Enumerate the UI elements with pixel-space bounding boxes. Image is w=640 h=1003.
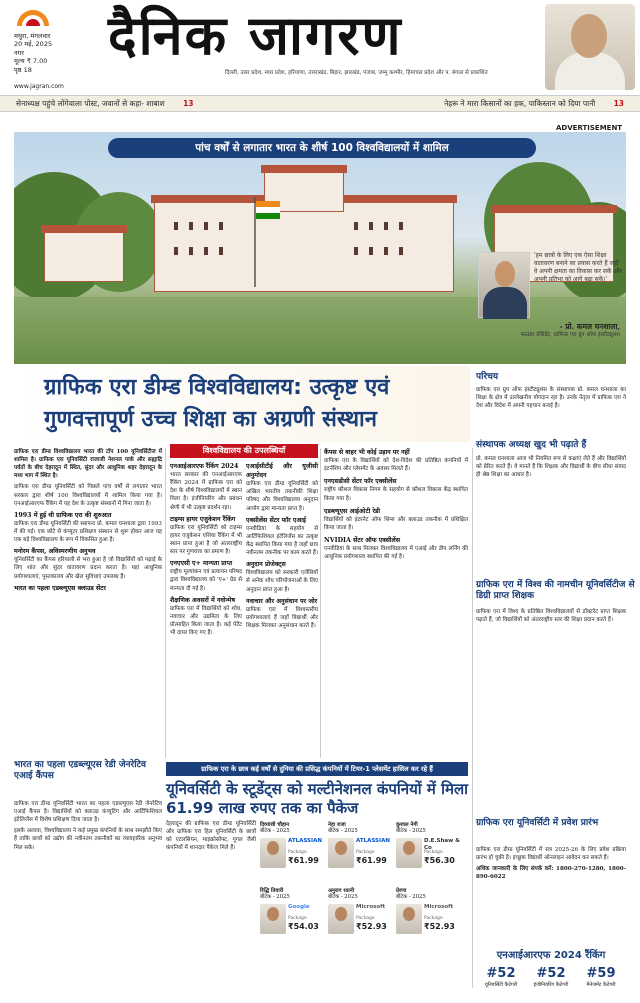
package-label: Package: [356, 850, 375, 855]
middle-head: एआईसीटीई और यूजीसी अनुमोदन: [246, 463, 318, 480]
student-name: प्रेरणा: [396, 888, 407, 894]
student-course: बीटेक - 2025: [396, 828, 426, 835]
achievement-text: भारत सरकार की एनआईआरएफ रैंकिंग 2024 में ग्राफिक एरा को देश के शीर्ष विश्वविद्यालयों में स्थान मिला है। इंजीनियरिंग और प्रबंधन श्रेणी में भी उत्कृष्ट प्रदर्शन रहा।: [170, 472, 242, 511]
package-amount: ₹54.03: [288, 922, 319, 931]
about-text: ग्राफिक एरा ग्रुप ऑफ इंस्टीट्यूशंस के संस्थापक प्रो. कमल घनशाला का शिक्षा के क्षेत्र में उल्लेखनीय योगदान रहा है। उनके नेतृत्व में ग्राफिक एरा ने देश और विदेश में अपनी पहचान बनाई है।: [476, 387, 626, 410]
company-logo: Microsoft: [424, 904, 454, 910]
ticker-left[interactable]: सेनाध्यक्ष पहुंचे लोंगेवाला पोस्ट, जवानों से कहा- शाबाश 13: [16, 98, 194, 108]
achievement-head: एनआईआरएफ रैंकिंग 2024: [170, 463, 239, 470]
feature-text: राष्ट्रीय कौशल विकास निगम के सहयोग से कौशल विकास केंद्र स्थापित किया गया है।: [324, 487, 468, 502]
student-card: [396, 822, 462, 882]
global-faculty-text: ग्राफिक एरा में विश्व के प्रतिष्ठित विश्वविद्यालयों से डॉक्टरेट प्राप्त शिक्षक पढ़ाते हैं, जो विद्यार्थियों को अंतरराष्ट्रीय स्तर की शिक्षा प्रदान करते हैं।: [476, 609, 626, 624]
intro-column: [14, 448, 162, 593]
flag-icon: [252, 197, 282, 287]
package-amount: ₹52.93: [424, 922, 455, 931]
package-amount: ₹61.99: [288, 856, 319, 865]
main-headline: ग्राफिक एरा डीम्ड विश्वविद्यालय: उत्कृष्ट एवं गुणवत्तापूर्ण उच्च शिक्षा का अग्रणी संस्थान: [44, 375, 390, 432]
headline-box: [14, 366, 470, 442]
middle-head: अनुदान प्रोजेक्ट्स: [246, 561, 286, 569]
placement-text: देहरादून की ग्राफिक एरा डीम्ड यूनिवर्सिटी और ग्राफिक एरा हिल यूनिवर्सिटी के छात्रों को एटलसियन, माइक्रोसॉफ्ट, गूगल जैसी कंपनियों में शानदार पैकेज मिले हैं।: [166, 821, 256, 852]
masthead-edition: नगर: [14, 48, 24, 57]
student-course: बीटेक - 2025: [260, 894, 290, 901]
intro-body-2: ग्राफिक एरा डीम्ड यूनिवर्सिटी की स्थापना प्रो. कमल घनशाला द्वारा 1993 में की गई। एक छोटे से कंप्यूटर प्रशिक्षण संस्थान से शुरू होकर आज यह एक बड़े विश्वविद्यालय के रूप में विकसित हुआ है।: [14, 520, 162, 544]
student-card: [260, 888, 326, 948]
student-course: बीटेक - 2025: [396, 894, 426, 901]
package-label: Package: [424, 850, 443, 855]
student-card: [260, 822, 326, 882]
package-amount: ₹61.99: [356, 856, 387, 865]
masthead-date: 20 मई, 2025: [14, 40, 53, 49]
feature-text: ग्राफिक एरा के विद्यार्थियों को देश-विदेश की प्रतिष्ठित कंपनियों में इंटर्नशिप और प्लेसमेंट के अवसर मिलते हैं।: [324, 458, 468, 473]
company-logo: D.E.Shaw & Co: [424, 838, 460, 851]
company-logo: Microsoft: [356, 904, 386, 910]
student-photo: [328, 838, 354, 868]
founder-teaches-title: संस्थापक अध्यक्ष खुद भी पढ़ाते हैं: [476, 440, 587, 450]
package-label: Package: [424, 916, 443, 921]
newspaper-title: दैनिक जागरण: [108, 3, 403, 67]
student-course: बीटेक - 2025: [328, 894, 358, 901]
masthead-pages: पृष्ठ 18: [14, 65, 32, 74]
student-photo: [260, 904, 286, 934]
rankings-title: एनआईआरएफ 2024 रैंकिंग: [496, 950, 606, 961]
company-logo: ATLASSIAN: [288, 838, 322, 844]
about-title: परिचय: [476, 372, 499, 382]
student-card: [396, 888, 462, 948]
admission-text: [476, 846, 626, 881]
intro-body-5: इसके अलावा, विश्वविद्यालय ने कई प्रमुख कंपनियों के साथ समझौते किए हैं ताकि छात्रों को उद्योग की नवीनतम तकनीकों का व्यावहारिक अनुभव मिल सके।: [14, 828, 162, 851]
intro-body-1: ग्राफिक एरा डीम्ड यूनिवर्सिटी को पिछले पांच वर्षों से लगातार भारत सरकार द्वारा शीर्ष 100 विश्वविद्यालयों में शामिल किया गया है। एनआईआरएफ रैंकिंग में यह देश के उत्कृष्ट संस्थानों में गिना जाता है।: [14, 484, 162, 507]
jagran-flame-logo-icon: [14, 6, 52, 28]
advertisement-label: ADVERTISEMENT: [556, 124, 623, 132]
student-photo: [396, 838, 422, 868]
package-amount: ₹52.93: [356, 922, 387, 931]
achievement-head: शैक्षणिक अवसरों में नवोन्मेष: [170, 596, 235, 604]
founder-photo: [478, 252, 530, 318]
student-name: अनुराग ध्यानी: [328, 888, 355, 894]
ranking-label: यूनिवर्सिटी कैटेगरी: [484, 982, 518, 989]
intro-body-4: ग्राफिक एरा डीम्ड यूनिवर्सिटी भारत का पहला एडब्ल्यूएस रेडी जेनरेटिव एआई कैंपस है। विद्यार्थियों को क्लाउड कंप्यूटिंग और आर्टिफिशियल इंटेलिजेंस में विशेष प्रशिक्षण दिया जाता है।: [14, 801, 162, 824]
student-photo: [260, 838, 286, 868]
ranking-number: #59: [586, 966, 616, 981]
student-course: बीटेक - 2025: [328, 828, 358, 835]
intro-subhead-3: भारत का पहला एडब्ल्यूएस क्लाउड सेंटर: [14, 584, 106, 592]
achievements-heading: विश्वविद्यालय की उपलब्धियाँ: [170, 444, 318, 458]
website-link[interactable]: www.jagran.com: [14, 83, 64, 90]
achievement-text: ग्राफिक एरा यूनिवर्सिटी को टाइम्स हायर एजुकेशन एशिया रैंकिंग में भी स्थान प्राप्त हुआ है जो अंतरराष्ट्रीय स्तर पर गुणवत्ता का प्रमाण है।: [170, 524, 242, 556]
masthead-portrait: [545, 4, 635, 90]
achievements-col-1: [170, 462, 242, 637]
middle-text: ग्राफिक एरा डीम्ड यूनिवर्सिटी को अखिल भारतीय तकनीकी शिक्षा परिषद और विश्वविद्यालय अनुदान आयोग द्वारा मान्यता प्राप्त है।: [246, 481, 318, 512]
editions-line: दिल्ली, उत्तर प्रदेश, मध्य प्रदेश, हरियाणा, उत्तराखंड, बिहार, झारखंड, पंजाब, जम्मू कश्मीर, हिमाचल प्रदेश और प. बंगाल से प्रकाशित: [225, 70, 488, 76]
company-logo: Google: [288, 904, 310, 910]
founder-teaches-text: प्रो. कमल घनशाला आज भी नियमित रूप से कक्षाएं लेते हैं और विद्यार्थियों को प्रेरित करते हैं। वे मानते हैं कि शिक्षक और विद्यार्थी के बीच सीधा संवाद ही श्रेष्ठ शिक्षा का आधार है।: [476, 456, 626, 479]
student-name: नेहा राजा: [328, 822, 346, 828]
ranking-number: #52: [536, 966, 566, 981]
admission-title: ग्राफिक एरा यूनिवर्सिटी में प्रवेश प्रारंभ: [476, 818, 599, 828]
package-label: Package: [288, 850, 307, 855]
package-amount: ₹56.30: [424, 856, 455, 865]
cloud-box: [14, 760, 162, 796]
founder-name: - प्रो. कमल घनशाला,: [559, 322, 620, 331]
student-name: दिव्यांशी चौहान: [260, 822, 290, 828]
achievement-text: राष्ट्रीय मूल्यांकन एवं प्रत्यायन परिषद द्वारा विश्वविद्यालय को 'ए+' ग्रेड से मान्यता दी गई है।: [170, 569, 242, 592]
middle-head: नवाचार और अनुसंधान पर जोर: [246, 597, 318, 605]
admission-body: ग्राफिक एरा डीम्ड यूनिवर्सिटी में सत्र 2025-26 के लिए प्रवेश प्रक्रिया प्रारंभ हो चुकी है। इच्छुक विद्यार्थी ऑनलाइन आवेदन कर सकते हैं।: [476, 847, 626, 862]
middle-text: ग्राफिक एरा में विश्वस्तरीय प्रयोगशालाएं हैं जहाँ विद्यार्थी और शिक्षक मिलकर अनुसंधान करते हैं।: [246, 606, 318, 630]
feature-text: एनवीडिया के साथ मिलकर विश्वविद्यालय में एआई और डीप लर्निंग की आधुनिक प्रयोगशाला स्थापित की गई है।: [324, 546, 468, 561]
news-ticker: [0, 95, 640, 112]
student-name: रिद्धि तिवारी: [260, 888, 284, 894]
student-photo: [328, 904, 354, 934]
cloud-text: [14, 800, 162, 852]
global-faculty-title: ग्राफिक एरा में विश्व की नामचीन यूनिवर्सिटीज से डिग्री प्राप्त शिक्षक: [476, 580, 635, 602]
student-course: बीटेक - 2025: [260, 828, 290, 835]
feature-head: एडब्ल्यूएस आईओटी रेडी: [324, 507, 381, 515]
middle-head: एक्सीलेंस सेंटर फॉर एआई: [246, 516, 306, 524]
hero-banner: पांच वर्षों से लगातार भारत के शीर्ष 100 विश्वविद्यालयों में शामिल: [108, 138, 536, 158]
intro-body-3: यूनिवर्सिटी का कैंपस हरियाली से भरा हुआ है जो विद्यार्थियों को पढ़ाई के लिए शांत और सुंदर वातावरण प्रदान करता है। यहां आधुनिक प्रयोगशालाएं, पुस्तकालय और खेल सुविधाएं उपलब्ध हैं।: [14, 557, 162, 580]
achievement-head: एनएएसी ए+ मान्यता प्राप्त: [170, 560, 233, 568]
middle-text: विश्वविद्यालय को सरकारी एजेंसियों से अनेक शोध परियोजनाओं के लिए अनुदान प्राप्त हुआ है।: [246, 570, 318, 593]
middle-text: एनवीडिया के सहयोग से आर्टिफिशियल इंटेलिजेंस का उत्कृष्ट केंद्र स्थापित किया गया है जहाँ छात्र नवीनतम तकनीक पर काम करते हैं।: [246, 525, 318, 557]
achievement-head: टाइम्स हायर एजुकेशन रैंकिंग: [170, 515, 236, 523]
ranking-badge: [576, 966, 626, 989]
intro-lead: ग्राफिक एरा डीम्ड विश्वविद्यालय भारत की टॉप 100 यूनिवर्सिटीज में शामिल है। ग्राफिक एरा यूनिवर्सिटी राजाजी नेशनल पार्क और सह्याद्रि पर्वतों के बीच देहरादून में स्थित, सुंदर और आधुनिक शहर देहरादून के मध्य भाग में स्थित है।: [14, 449, 162, 480]
company-logo: ATLASSIAN: [356, 838, 390, 844]
masthead-price: मूल्य ₹ 7.00: [14, 57, 48, 66]
ranking-badge: [526, 966, 576, 989]
feature-text: विद्यार्थियों को इंटरनेट ऑफ थिंग्स और क्लाउड तकनीक में प्रशिक्षित किया जाता है।: [324, 516, 468, 531]
ranking-badge: [476, 966, 526, 989]
founder-quote: 'हम छात्रों के लिए एक ऐसा शिक्षा वातावरण बनाने का प्रयास करते हैं जहाँ वे अपनी क्षमता का विकास कर सकें और अपनी प्रतिभा को आगे बढ़ा सकें।': [534, 252, 623, 284]
package-label: Package: [356, 916, 375, 921]
ticker-right[interactable]: नेहरू ने मारा किसानों का हक, पाकिस्तान को दिया पानी 13: [444, 98, 624, 108]
student-name: कुशाल नेगी: [396, 822, 418, 828]
student-card: [328, 822, 394, 882]
student-card: [328, 888, 394, 948]
achievements-col-2: [246, 462, 318, 630]
right-feature-col: [324, 448, 468, 561]
ranking-label: मैनेजमेंट कैटेगरी: [586, 982, 616, 989]
masthead-city: मथुरा, मंगलवार: [14, 32, 51, 40]
feature-head: कैंपस से बाहर भी कोई उड़ान पर नहीं: [324, 449, 410, 456]
ranking-number: #52: [486, 966, 516, 981]
feature-head: NVIDIA सेंटर ऑफ एक्सीलेंस: [324, 537, 401, 545]
founder-designation: फाउंडर प्रेसिडेंट, ग्राफिक एरा ग्रुप ऑफ इंस्टीट्यूशंस: [520, 332, 620, 338]
package-label: Package: [288, 916, 307, 921]
feature-head: एनएसडीसी सेंटर फॉर एक्सीलेंस: [324, 478, 397, 486]
intro-subhead-1: 1993 में हुई थी ग्राफिक एरा की शुरुआत: [14, 511, 112, 519]
cloud-title: भारत का पहला एडब्ल्यूएस रेडी जेनरेटिव एआई कैंपस: [14, 760, 147, 782]
placement-strip: ग्राफिक एरा के छात्र कई वर्षों से दुनिया की प्रसिद्ध कंपनियों में टियर-1 प्लेसमेंट हासिल कर रहे हैं: [166, 762, 468, 776]
student-photo: [396, 904, 422, 934]
ranking-label: इंजीनियरिंग कैटेगरी: [533, 982, 569, 989]
placement-headline: यूनिवर्सिटी के स्टूडेंट्स को मल्टीनेशनल कंपनियों में मिला 61.99 लाख रुपए तक का पैकेज: [166, 780, 469, 817]
achievement-text: ग्राफिक एरा में विद्यार्थियों को शोध, नवाचार और उद्यमिता के लिए प्रोत्साहित किया जाता है। कई पेटेंट भी दायर किए गए हैं।: [170, 605, 242, 637]
intro-subhead-2: मनोरम कैंपस, अविस्मरणीय अनुभव: [14, 548, 96, 556]
admission-contact[interactable]: अधिक जानकारी के लिए संपर्क करें: 1800-270-1280, 1800-890-6022: [476, 866, 626, 881]
masthead-meta: [14, 32, 52, 74]
